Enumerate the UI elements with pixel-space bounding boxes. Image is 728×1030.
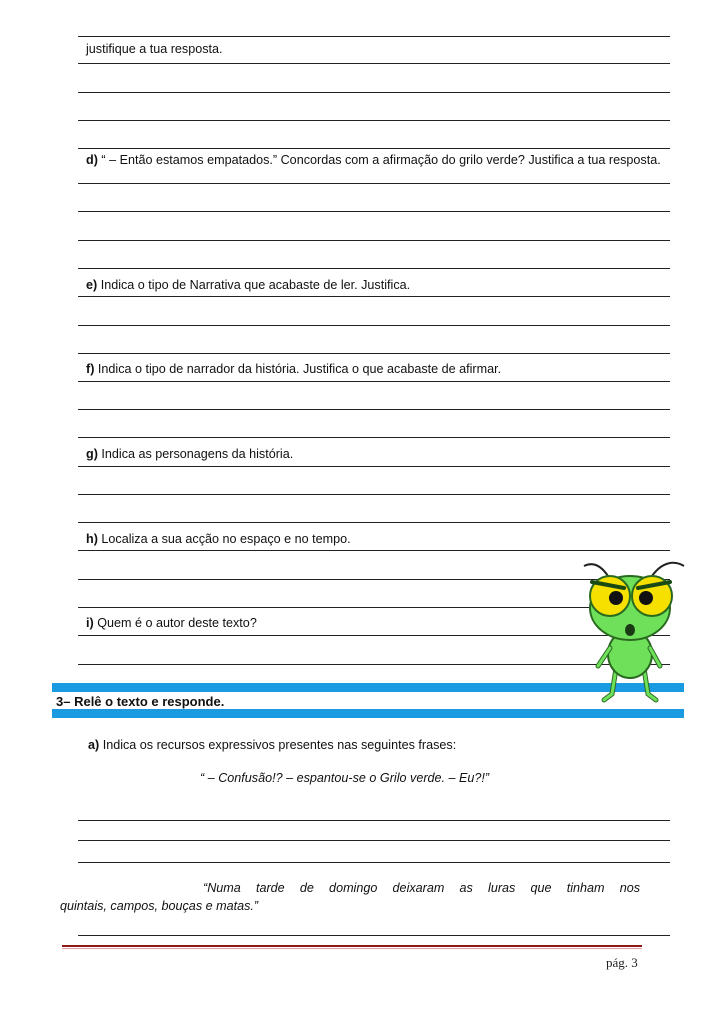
footer-rule-shadow [62, 948, 642, 949]
question-d [86, 152, 670, 168]
section-3-question-a [88, 737, 668, 753]
answer-line [78, 296, 670, 297]
question-text: Indica as personagens da história. [97, 447, 294, 461]
answer-line [78, 63, 670, 64]
answer-line [78, 120, 670, 121]
answer-line [78, 36, 670, 37]
question-c-continuation: justifique a tua resposta. [86, 42, 223, 56]
answer-line [78, 522, 670, 523]
quote-2-line-1: “Numa tarde de domingo deixaram as luras que tinham nos [203, 881, 640, 895]
answer-line [78, 862, 670, 863]
answer-line [78, 325, 670, 326]
answer-line [78, 550, 670, 551]
question-e [86, 277, 666, 293]
question-text: Quem é o autor deste texto? [93, 616, 257, 630]
answer-line [78, 92, 670, 93]
question-letter: i) [86, 616, 94, 630]
header-band-bottom [52, 709, 684, 718]
quote-2-line-2: quintais, campos, bouças e matas.” [60, 899, 259, 913]
question-letter: d) [86, 153, 98, 167]
question-text: “ – Então estamos empatados.” Concordas com a afirmação do grilo verde? Justifica a tua resposta. [97, 153, 661, 167]
answer-line [78, 409, 670, 410]
question-f [86, 361, 666, 377]
answer-line [78, 211, 670, 212]
page-number: pág. 3 [606, 955, 638, 970]
section-3-title: 3– Relê o texto e responde. [56, 694, 225, 709]
answer-line [78, 437, 670, 438]
answer-line [78, 148, 670, 149]
quote-1: “ – Confusão!? – espantou-se o Grilo verde. – Eu?!” [200, 771, 490, 785]
question-text: Localiza a sua acção no espaço e no tempo. [97, 532, 351, 546]
question-h [86, 531, 666, 547]
question-letter: a) [88, 738, 100, 752]
answer-line [78, 381, 670, 382]
answer-line [78, 183, 670, 184]
answer-line [78, 935, 670, 936]
answer-line [78, 353, 670, 354]
question-letter: h) [86, 532, 98, 546]
answer-line [78, 840, 670, 841]
footer-rule [62, 945, 642, 947]
question-g [86, 446, 666, 462]
question-text: Indica os recursos expressivos presentes nas seguintes frases: [99, 738, 457, 752]
question-text: Indica o tipo de Narrativa que acabaste de ler. Justifica. [97, 278, 411, 292]
question-text: Indica o tipo de narrador da história. Justifica o que acabaste de afirmar. [94, 362, 502, 376]
grasshopper-icon [578, 556, 690, 704]
answer-line [78, 466, 670, 467]
answer-line [78, 820, 670, 821]
answer-line [78, 494, 670, 495]
question-letter: f) [86, 362, 95, 376]
answer-line [78, 240, 670, 241]
answer-line [78, 268, 670, 269]
question-letter: g) [86, 447, 98, 461]
question-letter: e) [86, 278, 98, 292]
